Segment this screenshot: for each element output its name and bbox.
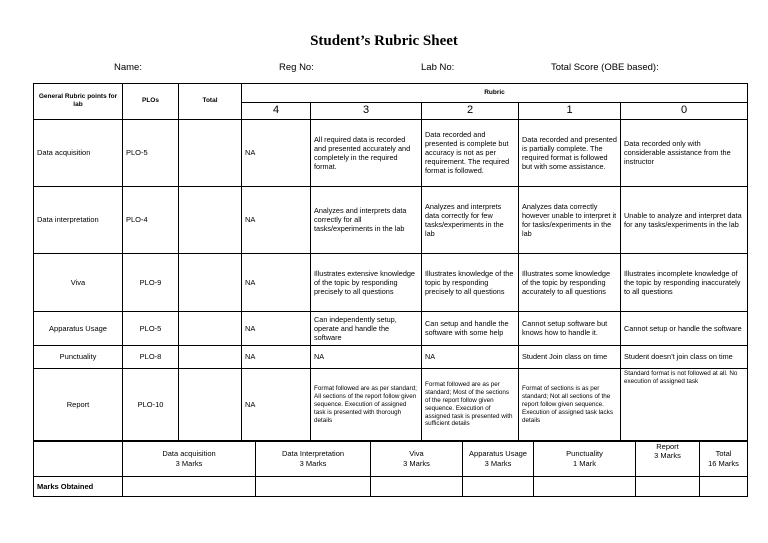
summary-item-marks: 16 Marks [708,458,739,468]
level-1-cell: Illustrates some knowledge of the topic by responding accurately to all questions [519,253,621,311]
header-general: General Rubric points for lab [34,84,123,120]
level-3-cell: Analyzes and interprets data correctly for all tasks/experiments in the lab [311,186,422,253]
level-2-cell: Can setup and handle the software with some help [422,311,519,345]
level-0-cell: Unable to analyze and interpret data for any tasks/experiments in the lab [621,186,748,253]
summary-item-name: Data acquisition [162,449,216,459]
name-label: Name: [114,62,142,73]
summary-item-marks: 3 Marks [175,458,203,468]
rubric-point: Report [34,368,123,441]
plo-cell: PLO-5 [123,311,179,345]
marks-obtained-label: Marks Obtained [34,477,123,497]
marks-obtained-cell[interactable] [463,477,534,497]
level-1-cell: Analyzes data correctly however unable to interpret it for tasks/experiments in the lab [519,186,621,253]
summary-item [636,441,700,477]
level-0: 0 [621,103,748,120]
summary-item [256,441,371,477]
level-2-cell: Analyzes and interprets data correctly for few tasks/experiments in the lab [422,186,519,253]
total-cell [179,253,242,311]
plo-cell: PLO-8 [123,345,179,368]
summary-item-marks: 1 Mark [573,458,596,468]
total-cell [179,368,242,441]
level-1-cell: Data recorded and presented is partially complete. The required format is followed but with some assistance. [519,119,621,186]
marks-obtained-cell[interactable] [123,477,256,497]
level-4-cell: NA [242,253,311,311]
level-0-cell: Illustrates incomplete knowledge of the topic by responding inaccurately to all questions [621,253,748,311]
level-4-cell: NA [242,311,311,345]
level-0-cell: Cannot setup or handle the software [621,311,748,345]
marks-obtained-cell[interactable] [256,477,371,497]
header-rubric: Rubric [242,84,748,103]
page-title: Student’s Rubric Sheet [310,33,458,49]
table-row [34,311,748,345]
summary-item-name: Data Interpretation [281,449,345,459]
plo-cell: PLO-9 [123,253,179,311]
level-0-cell: Data recorded only with considerable assistance from the instructor [621,119,748,186]
level-2-cell: NA [422,345,519,368]
marks-obtained-cell[interactable] [636,477,700,497]
level-2: 2 [422,103,519,120]
summary-item [534,441,636,477]
header-plos: PLOs [123,84,179,120]
summary-item-marks: 3 Marks [299,458,327,468]
total-cell [179,311,242,345]
level-3: 3 [311,103,422,120]
summary-item-name: Punctuality [566,449,603,459]
level-4-cell: NA [242,345,311,368]
summary-item [123,441,256,477]
table-row [34,368,748,441]
marks-summary-table [33,440,748,497]
total-score-label: Total Score (OBE based): [551,62,659,73]
level-3-cell: NA [311,345,422,368]
marks-obtained-cell[interactable] [534,477,636,497]
rubric-point: Data acquisition [34,119,123,186]
level-1: 1 [519,103,621,120]
total-cell [179,345,242,368]
summary-item-marks: 3 Marks [403,458,430,468]
table-row [34,119,748,186]
rubric-point: Data interpretation [34,186,123,253]
rubric-point: Punctuality [34,345,123,368]
level-2-cell: Format followed are as per standard; Most of the sections of the report follow given sequence. Execution of assigned task is presented with sufficient details [422,368,519,441]
summary-item-marks: 3 Marks [484,458,512,468]
level-3-cell: Format followed are as per standard; All sections of the report follow given sequence. Execution of assigned task is presented with thorough details [311,368,422,441]
level-3-cell: All required data is recorded and presented accurately and completely in the required format. [311,119,422,186]
level-4-cell: NA [242,186,311,253]
level-0-cell: Student doesn’t join class on time [621,345,748,368]
level-1-cell: Cannot setup software but knows how to handle it. [519,311,621,345]
summary-item [463,441,534,477]
summary-item-name: Total [715,449,732,459]
plo-cell: PLO-5 [123,119,179,186]
table-row [34,345,748,368]
plo-cell: PLO-10 [123,368,179,441]
plo-cell: PLO-4 [123,186,179,253]
summary-total [700,441,748,477]
summary-item-name: Report [656,442,679,451]
reg-no-label: Reg No: [279,62,314,73]
total-cell [179,186,242,253]
summary-item-name: Viva [409,449,424,459]
level-2-cell: Data recorded and presented is complete but accuracy is not as per requirement. The required format is followed. [422,119,519,186]
summary-item-marks: 3 Marks [654,451,681,461]
level-0-cell: Standard format is not followed at all. No execution of assigned task [621,368,748,441]
level-3-cell: Illustrates extensive knowledge of the topic by responding precisely to all questions [311,253,422,311]
total-cell [179,119,242,186]
table-row [34,186,748,253]
level-1-cell: Format of sections is as per standard; Not all sections of the report follow given sequence. Execution of assigned task lacks details [519,368,621,441]
rubric-table [33,83,748,442]
rubric-point: Viva [34,253,123,311]
lab-no-label: Lab No: [421,62,455,73]
level-4-cell: NA [242,368,311,441]
marks-obtained-cell[interactable] [371,477,463,497]
rubric-point: Apparatus Usage [34,311,123,345]
level-1-cell: Student Join class on time [519,345,621,368]
summary-item-name: Apparatus Usage [469,449,527,459]
level-4: 4 [242,103,311,120]
header-total: Total [179,84,242,120]
marks-obtained-cell[interactable] [700,477,748,497]
level-2-cell: Illustrates knowledge of the topic by responding precisely to all questions [422,253,519,311]
level-3-cell: Can independently setup, operate and handle the software [311,311,422,345]
level-4-cell: NA [242,119,311,186]
summary-corner [34,441,123,477]
summary-item [371,441,463,477]
table-row [34,253,748,311]
